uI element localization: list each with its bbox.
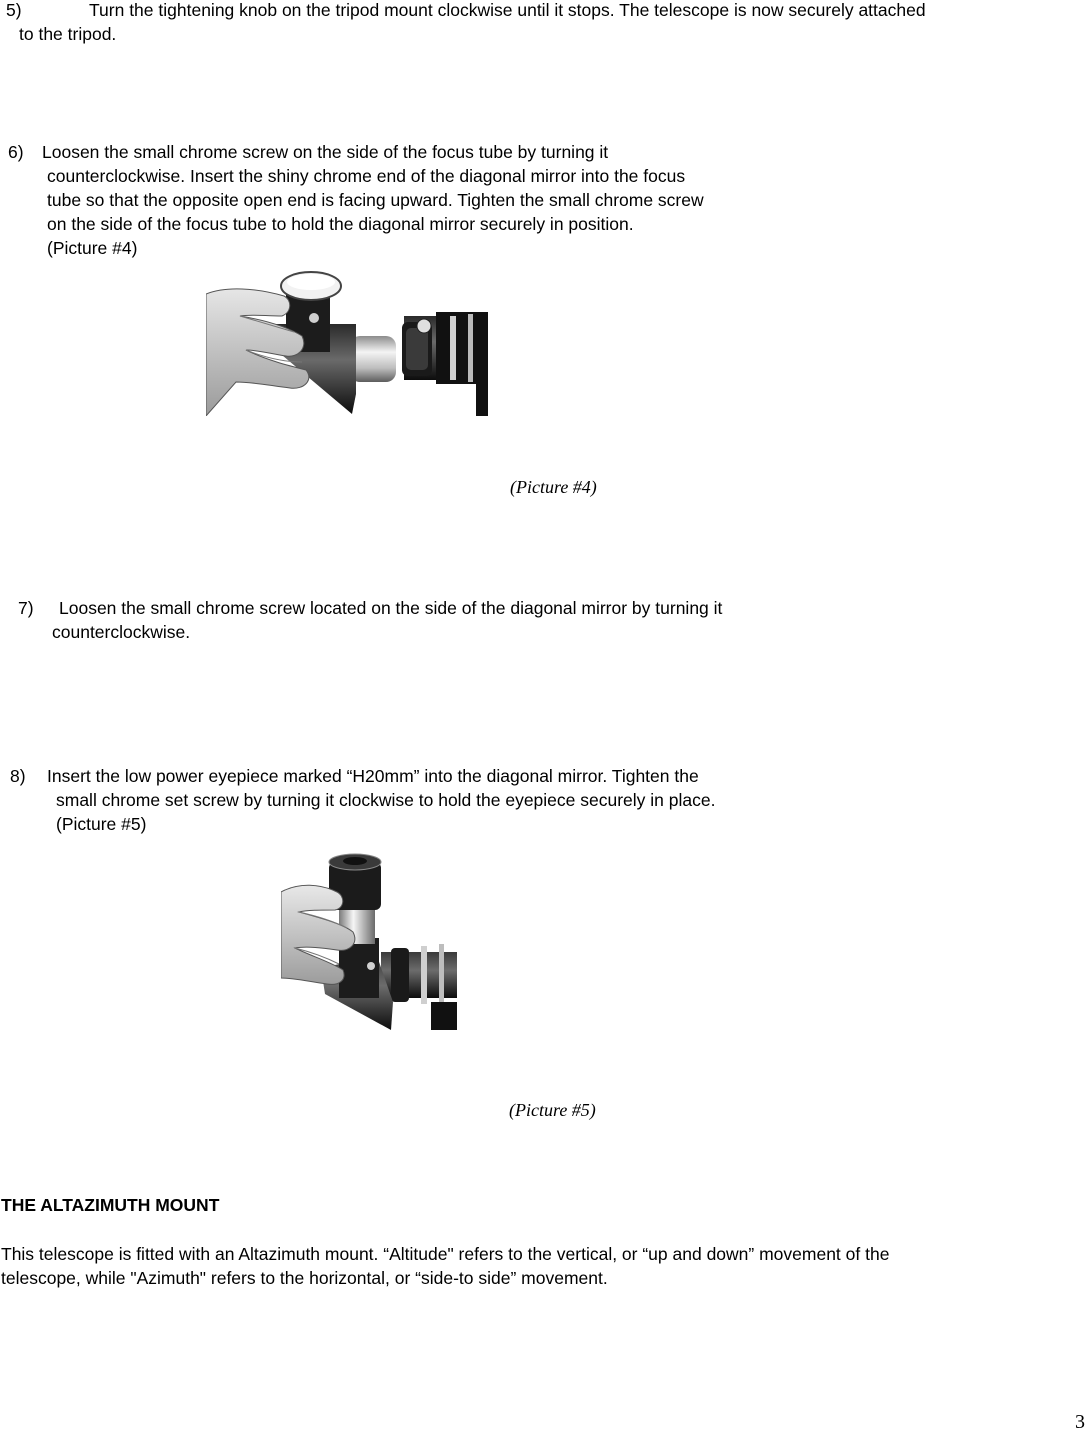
step-8-line-1: Insert the low power eyepiece marked “H20mm” into the diagonal mirror. Tighten the — [47, 766, 699, 786]
picture-4-photo — [206, 266, 488, 416]
step-6-line-4: on the side of the focus tube to hold the diagonal mirror securely in position. — [47, 214, 634, 234]
picture-5-caption: (Picture #5) — [509, 1100, 596, 1120]
step-8-line-3: (Picture #5) — [56, 814, 147, 834]
step-7-line-1: Loosen the small chrome screw located on the side of the diagonal mirror by turning it — [59, 598, 723, 618]
step-8-line-2: small chrome set screw by turning it clockwise to hold the eyepiece securely in place. — [56, 790, 716, 810]
step-6-number: 6) — [8, 142, 24, 162]
picture-4-caption: (Picture #4) — [510, 477, 597, 497]
step-5-line-1: Turn the tightening knob on the tripod mount clockwise until it stops. The telescope is now securely attached — [89, 0, 926, 20]
step-7-line-2: counterclockwise. — [52, 622, 191, 642]
step-6-line-1: Loosen the small chrome screw on the side of the focus tube by turning it — [42, 142, 609, 162]
step-5-line-2: to the tripod. — [19, 24, 117, 44]
step-5-number: 5) — [6, 0, 22, 20]
step-7-number: 7) — [18, 598, 34, 618]
section-line-1: This telescope is fitted with an Altazimuth mount. “Altitude" refers to the vertical, or “up and down” movement of the — [1, 1244, 890, 1264]
step-8-number: 8) — [10, 766, 26, 786]
picture-5-photo — [281, 852, 457, 1030]
section-heading: THE ALTAZIMUTH MOUNT — [1, 1195, 220, 1215]
section-line-2: telescope, while "Azimuth" refers to the horizontal, or “side-to side” movement. — [1, 1268, 608, 1288]
step-6-line-5: (Picture #4) — [47, 238, 138, 258]
page-number: 3 — [1075, 1411, 1085, 1433]
step-6-line-3: tube so that the opposite open end is facing upward. Tighten the small chrome screw — [47, 190, 704, 210]
step-6-line-2: counterclockwise. Insert the shiny chrome end of the diagonal mirror into the focus — [47, 166, 686, 186]
